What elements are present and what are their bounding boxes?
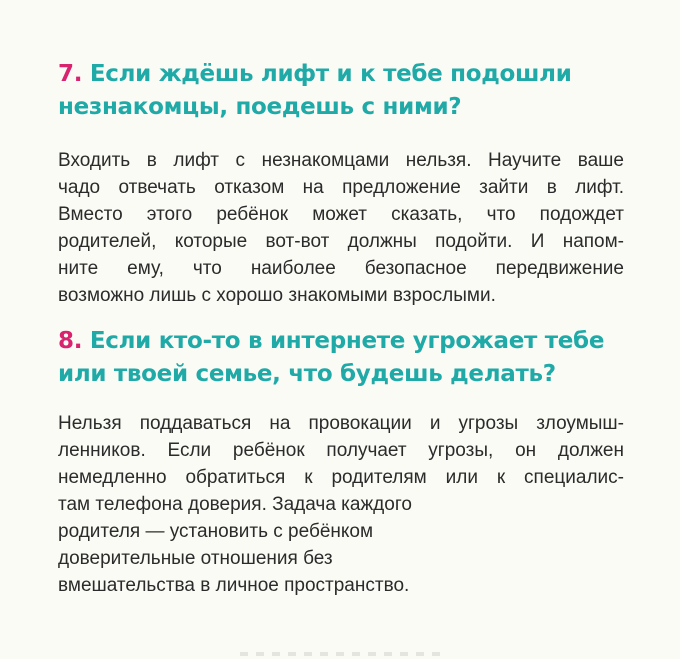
section-7-answer [58, 147, 624, 309]
answer-7-text [58, 147, 624, 309]
answer-8-line-6: доверительные отношения без [58, 548, 333, 569]
section-7-heading [58, 58, 624, 124]
question-7-title-line-1: Если ждёшь лифт и к тебе подошли [89, 61, 572, 87]
question-8-title-line-1: Если кто-то в интернете угрожает тебе [89, 328, 605, 354]
bottom-decorative-divider [240, 652, 440, 656]
question-8-title-line-2: или твоей семье, что будешь делать? [58, 361, 556, 387]
answer-8-line-3: немедленно обратиться к родителям или к специалис- [58, 467, 624, 488]
answer-7-line-4: родителей, которые вот-вот должны подойти. И напом- [58, 231, 624, 252]
question-7-title-line-2: незнакомцы, поедешь с ними? [58, 94, 462, 120]
answer-8-text [58, 410, 624, 599]
section-8-answer [58, 410, 624, 599]
answer-7-line-2: чадо отвечать отказом на предложение зайти в лифт. [58, 177, 624, 198]
answer-8-line-5: родителя — установить с ребёнком [58, 521, 374, 542]
answer-7-line-6: возможно лишь с хорошо знакомыми взрослыми. [58, 285, 496, 306]
question-8-number: 8. [58, 328, 83, 354]
question-8-title [58, 325, 624, 391]
answer-8-line-1: Нельзя поддаваться на провокации и угрозы злоумыш- [58, 413, 624, 434]
answer-7-line-3: Вместо этого ребёнок может сказать, что подождет [58, 204, 624, 225]
question-7-title [58, 58, 624, 124]
answer-8-line-4: там телефона доверия. Задача каждого [58, 494, 412, 515]
answer-7-line-1: Входить в лифт с незнакомцами нельзя. Научите ваше [58, 150, 624, 171]
answer-8-line-7: вмешательства в личное пространство. [58, 575, 410, 596]
section-8-heading [58, 325, 624, 391]
question-7-number: 7. [58, 61, 83, 87]
answer-7-line-5: ните ему, что наиболее безопасное передвижение [58, 258, 624, 279]
answer-8-line-2: ленников. Если ребёнок получает угрозы, он должен [58, 440, 624, 461]
